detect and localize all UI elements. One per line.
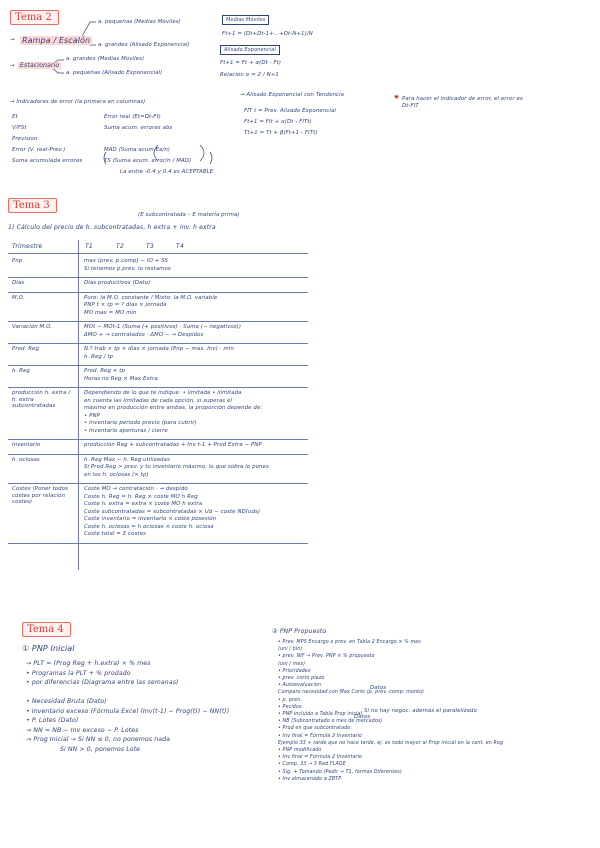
table-row-value: en cuenta las limitadas de cada opción, si superas el — [84, 397, 233, 404]
sec2-line: • PNP incluido a Tabla Prop inicial — [278, 712, 362, 717]
table-row-value: Coste total = Σ costes — [84, 531, 146, 537]
aet-line: Tt+1 = Tt + β(Ft+1 - FITt) — [244, 130, 318, 136]
sec1-line: • P. Lotes (Dato) — [26, 717, 79, 724]
table-row-value: Horas no Reg × Max Extra — [84, 375, 158, 382]
table-row-value: Si tenemos p.prev, lo restamos — [84, 265, 171, 272]
sec1-line: → PLT = (Prog Reg + h.extra) × % mes — [26, 660, 151, 667]
table-header-cell: T1 — [85, 243, 93, 250]
sec2-line: • Pecidos — [278, 704, 302, 710]
sec2-line: • prev. corto plazo — [278, 676, 325, 681]
table-rule — [8, 343, 308, 344]
table-row-value: • PNP — [84, 412, 100, 419]
sec1-line: • Inventario exceso (Fórmula Excel (Inv(t-1) − Prog(t)) − NN(t)) — [26, 707, 230, 715]
table-rule — [8, 543, 308, 544]
ae-box: Alisado Exponencial — [220, 45, 280, 55]
sec2-line: • Inv almacenado a ZBTP — [278, 776, 342, 782]
heart-icon: ♥ — [394, 95, 399, 101]
table-row-value: Coste MO → contratación · → despido — [84, 486, 188, 492]
indicator-definition: TS (Suma acum. error/n / MAD) — [104, 158, 192, 164]
table-row-label: producción h. extra / h. extra subcontratadas — [12, 390, 71, 409]
table-row-value: Dependiendo de lo que te indique: • limitada • ilimitada — [84, 390, 242, 396]
table-row-value: • Inventario aperturas / cierre — [84, 427, 168, 434]
indicadores-title: → Indicadores de error (la primera en columnas) — [10, 99, 146, 105]
tema3-subtitle: 1) Cálculo del precio de h. subcontratadas, h extra + inv. h extra — [8, 224, 216, 231]
table-row-value: MO max = MO mín — [84, 309, 137, 316]
table-rule — [8, 387, 308, 388]
relacion: Relación α = 2 / N+1 — [220, 72, 279, 78]
table-row-value: max (prev, p.comp) − IO + SS — [84, 258, 169, 264]
table-row-label: Inventario — [12, 442, 41, 448]
tema2-branch1-a: a. pequeñas (Medias Móviles) — [98, 19, 181, 25]
sec2-line: (uni / bin) — [278, 647, 303, 653]
mm-box: Medias Móviles — [222, 15, 269, 25]
table-row-label: Días — [12, 280, 25, 286]
sec2-line: • Inv final = Fórmula 2 Inventario — [278, 755, 363, 761]
sec2-line: • Inv final = Fórmula 2 Inventario — [278, 733, 363, 739]
sec1-line: → Prog Inicial → Si NN ≤ 0, no ponemos nada — [26, 736, 171, 743]
tema4-heading: Tema 4 — [22, 622, 71, 637]
indicator-term: Error (V. real-Prev.) — [12, 147, 66, 153]
table-row-label: M.O. — [12, 294, 25, 301]
sec2-line: Comparo necesidad con Max Corto (p. prev.·comp. monto) — [278, 690, 425, 696]
sec2-line: • PNP modificado — [278, 748, 322, 753]
mm-formula: Ft+1 = (Dt+Dt-1+...+Dt-N+1)/N — [222, 31, 313, 37]
sec1-line: • por diferencias (Diagrama entre las semanas) — [26, 679, 179, 686]
indicator-definition: Suma acum. errores abs — [104, 125, 173, 131]
table-row-value: • Inventario periodo previo (para cubrir) — [84, 420, 197, 426]
tema2-branch2: Estacionario — [20, 62, 60, 69]
sec1-line: • Programas la PLT + % prodado — [26, 669, 131, 677]
sec2-side: Datos — [370, 685, 387, 691]
ae-formula: Ft+1 = Ft + α(Dt - Ft) — [220, 60, 282, 66]
table-row-value: Puro: la M.O. constante / Mixto: la M.O. variable — [84, 294, 218, 301]
sec1-line: → NN = NB − Inv exceso − P. Lotes — [26, 726, 139, 734]
table-row-value: Coste subcontratadas = subcontratadas × Ud − coste ND(uds) — [84, 508, 261, 515]
sec2-line: Ejemplo 33 + tarde que no hace tarde, ej. es todo mayor al Prop inicial en la cant. en Reg — [278, 740, 504, 746]
arrow-icon: → — [10, 37, 15, 43]
tema3-top-note: (E subcontratada – E materia prima) — [138, 212, 240, 218]
indicator-term: Et — [12, 114, 18, 120]
table-row-value: Prod. Reg × tp — [84, 368, 125, 374]
table-row-value: h. Reg Max − h. Reg utilizadas — [84, 456, 170, 463]
sec2-line: • NB (Subcontratado o mes de mercados) — [278, 719, 383, 725]
sec2-line: • Prev. MPS Encargo o prev. en Tabla 2 Encargo × % mes — [278, 640, 421, 645]
table-row-label: Costes (Poner todos costes por relación costes) — [12, 486, 68, 505]
table-rule — [8, 483, 308, 484]
sec2-line: • Prod en que subcontratado — [278, 726, 351, 732]
indicator-term: Suma acumulada errores — [12, 158, 83, 164]
sec2-side3: Si no hay negoc. además el paralelizado — [364, 708, 477, 714]
indicator-definition: Error real (Et=Dt-Ft) — [104, 114, 161, 120]
table-row-value: ΔMO + → contratados · ΔMO − → Despidos — [84, 331, 204, 338]
indicator-definition: La entre -0.4 y 0.4 es ACEPTABLE — [120, 169, 214, 175]
aet-line: Ft+1 = FIt + α(Dt - FITt) — [244, 119, 312, 125]
tema2-branch2-a: a. grandes (Medias Móviles) — [66, 56, 145, 62]
sec2-line: • Prioridades — [278, 668, 311, 674]
aet-title: → Alisado Exponencial con Tendencia — [240, 92, 345, 98]
table-row-value: MOt − MOt-1 (Suma (+ positivos) · Suma (− negativos)) — [84, 324, 242, 330]
table-row-value: N.º trab × tp × días × jornada (Pnp − max. Inv) · min — [84, 346, 234, 352]
table-row-value: Días productivos (Dato) — [84, 280, 151, 286]
tema4-sec2-title: ② PNP Propuesto — [272, 628, 327, 635]
sec1-line: Si NN > 0, ponemos Lote — [60, 745, 141, 753]
tema2-branch2-b: a. pequeñas (Alisado Exponencial) — [66, 70, 163, 76]
table-row-label: h. Reg — [12, 368, 30, 374]
sec2-line: • Autoevaluación — [278, 683, 322, 689]
table-row-label: h. ociosas — [12, 456, 40, 463]
arrow-icon: → — [10, 63, 15, 69]
table-rule — [8, 439, 308, 440]
aet-line: FIT t = Prev. Alisado Exponencial — [244, 108, 336, 114]
sec1-line: • Necesidad Bruta (Dato) — [26, 698, 107, 705]
table-divider — [78, 240, 79, 570]
table-row-value: Si Prod.Reg > prev. y tu inventario máximo, lo que sobra lo pones — [84, 464, 269, 470]
sec2-side: Datos — [354, 714, 371, 720]
table-row-value: PNP t × tp = ? días × jornada — [84, 302, 167, 308]
table-row-value: Coste h. ociosas = h ociosas × coste h. ociosa — [84, 523, 214, 530]
sec2-line: • prev. NIF → Prev. PNP × % propuesto — [278, 654, 375, 660]
table-row-label: Prod. Reg — [12, 346, 39, 352]
table-rule — [8, 253, 308, 254]
table-row-label: Variación M.O. — [12, 324, 53, 330]
sec2-line: (uni / mes) — [278, 661, 306, 667]
table-header-cell: T4 — [176, 243, 184, 250]
table-row-value: Coste h. extra = extra × coste MO h extra — [84, 501, 203, 507]
table-row-value: producción Reg + subcontratadas + Inv t-1 + Prod Extra − PNP — [84, 442, 262, 448]
table-row-value: máximo en producción entre ambas, la proporción depende de: — [84, 405, 263, 411]
table-row-label: Pnp — [12, 258, 23, 264]
tema3-heading: Tema 3 — [8, 198, 57, 213]
table-row-value: en los h. ociosas (× tp) — [84, 471, 149, 478]
tema2-branch1-b: a. grandes (Alisado Exponencial) — [98, 42, 190, 48]
table-rule — [8, 292, 308, 293]
table-rule — [8, 365, 308, 366]
sec2-line: • Sig. + Tomando (Pedir → T1, formas Diferentes) — [278, 769, 402, 775]
tema2-branch1: Rampa / Escalón — [22, 36, 91, 45]
table-rule — [8, 454, 308, 455]
tema2-note: Para hacer el indicador de error, el error es Dt-FIT — [402, 96, 523, 109]
indicator-term: Prevision — [12, 136, 38, 142]
table-header-cell: T2 — [116, 243, 124, 250]
indicator-term: V/FSt — [12, 125, 27, 131]
table-rule — [8, 277, 308, 278]
sec2-line: • p. pren. — [278, 697, 302, 703]
table-header-cell: Trimestre — [12, 243, 43, 250]
table-row-value: h. Reg / tp — [84, 353, 114, 360]
table-header-cell: T3 — [146, 243, 154, 250]
table-row-value: Coste inventario = inventario × coste posesión — [84, 516, 217, 522]
sec2-line: • Comp. 33 → 3 Red FLADE — [278, 762, 346, 768]
tema4-sec1-title: ① PNP Inicial — [22, 644, 75, 653]
table-row-value: Coste h. Reg = h. Reg × coste MO h Reg — [84, 493, 198, 500]
indicator-definition: MAD (Suma acum Ea/n) — [104, 147, 171, 153]
table-rule — [8, 321, 308, 322]
tema2-heading: Tema 2 — [10, 10, 59, 25]
